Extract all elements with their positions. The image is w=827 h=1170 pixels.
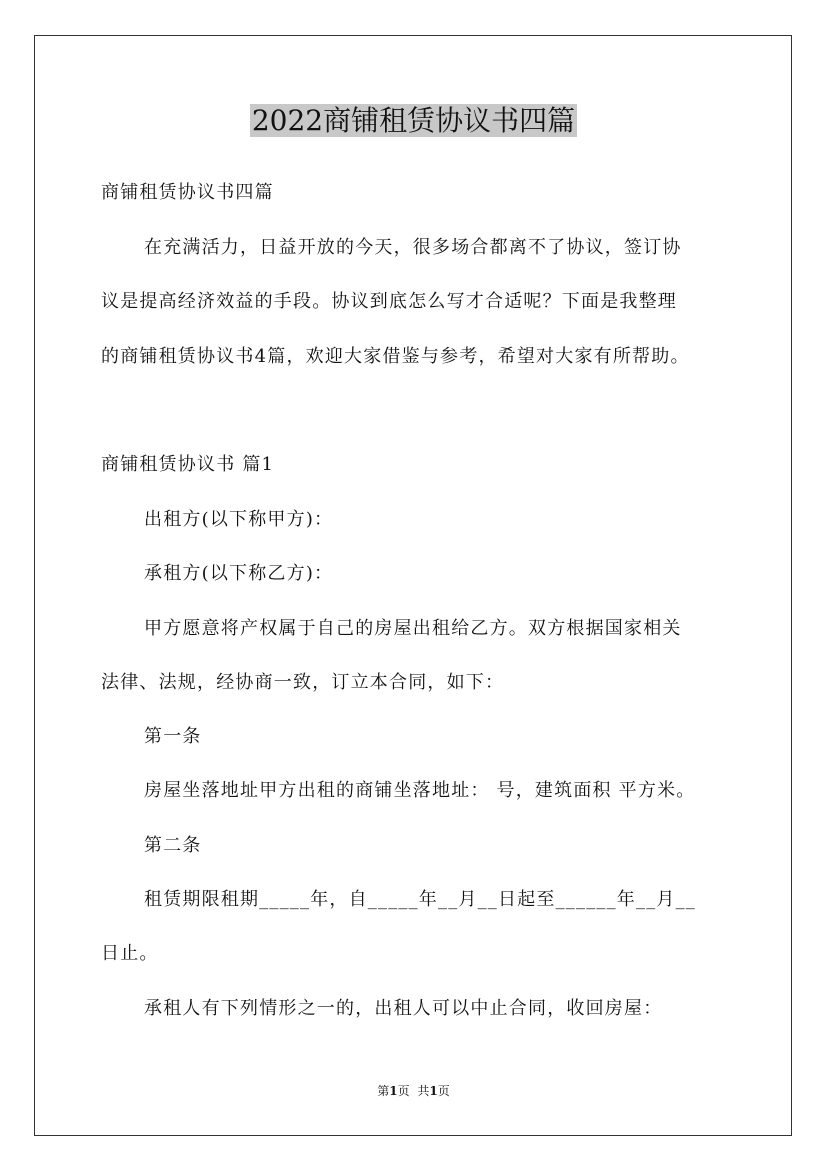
article2-heading: 第二条 (144, 835, 202, 856)
page-footer (0, 1083, 827, 1099)
lessor-line: 出租方(以下称甲方)： (144, 509, 334, 530)
footer-page-label-a: 第 (377, 1084, 390, 1098)
intro-line-2: 议是提高经济效益的手段。协议到底怎么写才合适呢？下面是我整理 (101, 291, 677, 312)
footer-total-label-b: 页 (437, 1084, 450, 1098)
preamble-line-1: 甲方愿意将产权属于自己的房屋出租给乙方。双方根据国家相关 (144, 618, 682, 639)
lessee-line: 承租方(以下称乙方)： (144, 563, 334, 584)
intro-line-3: 的商铺租赁协议书4篇，欢迎大家借鉴与参考，希望对大家有所帮助。 (101, 346, 690, 367)
footer-page-label-b: 页 (397, 1084, 410, 1098)
termination-text: 承租人有下列情形之一的，出租人可以中止合同，收回房屋： (144, 998, 663, 1019)
section1-heading: 商铺租赁协议书 篇1 (101, 454, 275, 475)
article1-text: 房屋坐落地址甲方出租的商铺坐落地址： 号，建筑面积 平方米。 (144, 780, 696, 801)
article2-line-2: 日止。 (101, 943, 159, 964)
footer-total-label-a: 共 (417, 1084, 430, 1098)
document-title-wrap (0, 101, 827, 141)
preamble-line-2: 法律、法规，经协商一致，订立本合同，如下： (101, 672, 505, 693)
article1-heading: 第一条 (144, 726, 202, 747)
intro-line-1: 在充满活力，日益开放的今天，很多场合都离不了协议，签订协 (144, 237, 682, 258)
footer-total-number: 1 (429, 1084, 438, 1098)
document-title: 2022商铺租赁协议书四篇 (251, 104, 576, 137)
footer-page-number: 1 (389, 1084, 398, 1098)
article2-line-1: 租赁期限租期_____年，自_____年__月__日起至______年__月__ (144, 889, 696, 910)
subtitle: 商铺租赁协议书四篇 (101, 182, 274, 203)
